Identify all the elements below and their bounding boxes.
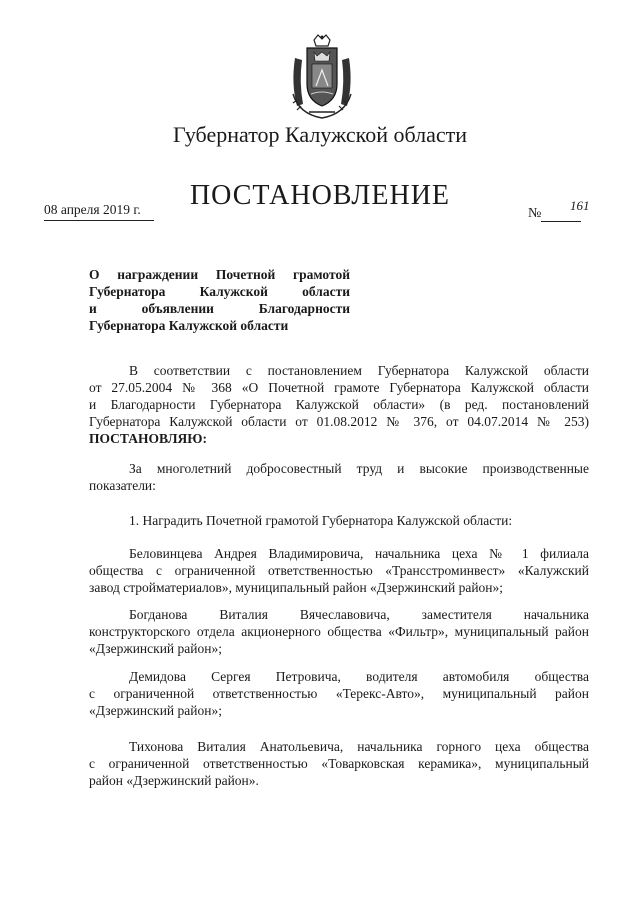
subject-line: Губернатора Калужской области [89,284,350,299]
subject-line: и объявлении Благодарности [89,301,350,316]
awardee-paragraph [89,668,589,719]
reason-line: показатели: [89,478,156,493]
number-field [528,206,588,222]
reason [89,460,589,494]
awardee-line: с ограниченной ответственностью «Терекс-Авто», муниципальный район [89,686,589,701]
document-type: ПОСТАНОВЛЕНИЕ [189,180,451,211]
authority-title: Губернатор Калужской области [172,122,468,147]
decree-word: ПОСТАНОВЛЯЮ: [89,431,207,446]
subject-block [89,266,350,334]
awardee-paragraph [89,606,589,657]
item-heading: 1. Наградить Почетной грамотой Губернатора Калужской области: [129,513,513,528]
preamble-line: Губернатора Калужской области от 01.08.2012 № 376, от 04.07.2014 № 253) [89,414,589,429]
document-date: 08 апреля 2019 г. [44,202,154,221]
awardee-paragraph [89,738,589,789]
awardee-line: «Дзержинский район»; [89,641,222,656]
reason-line: За многолетний добросовестный труд и высокие производственные [129,461,589,476]
awardee-line: с ограниченной ответственностью «Товарковская керамика», муниципальный [89,756,589,771]
awardee-line: Беловинцева Андрея Владимировича, начальника цеха № 1 филиала [129,546,589,561]
awardee-line: «Дзержинский район»; [89,703,222,718]
coat-of-arms-icon [287,34,357,120]
preamble [89,362,589,447]
awardee-line: Тихонова Виталия Анатольевича, начальника горного цеха общества [129,739,589,754]
document-number: 161 [570,198,590,213]
subject-line: Губернатора Калужской области [89,318,289,333]
awardee-line: Демидова Сергея Петровича, водителя автомобиля общества [129,669,589,684]
awardee-line: конструкторского отдела акционерного общества «Фильтр», муниципальный район [89,624,589,639]
awardee-line: общества с ограниченной ответственностью «Трансстроминвест» «Калужский [89,563,589,578]
awardee-line: завод стройматериалов», муниципальный район «Дзержинский район»; [89,580,504,595]
awardee-line: район «Дзержинский район». [89,773,259,788]
awardee-paragraph [89,545,589,596]
preamble-line: и Благодарности Губернатора Калужской области» (в ред. постановлений [89,397,589,412]
preamble-line: В соответствии с постановлением Губернатора Калужской области [129,363,589,378]
number-label: № [528,206,542,221]
subject-line: О награждении Почетной грамотой [89,267,350,282]
awardee-line: Богданова Виталия Вячеславовича, заместителя начальника [129,607,589,622]
preamble-line: от 27.05.2004 № 368 «О Почетной грамоте Губернатора Калужской области [89,380,589,395]
